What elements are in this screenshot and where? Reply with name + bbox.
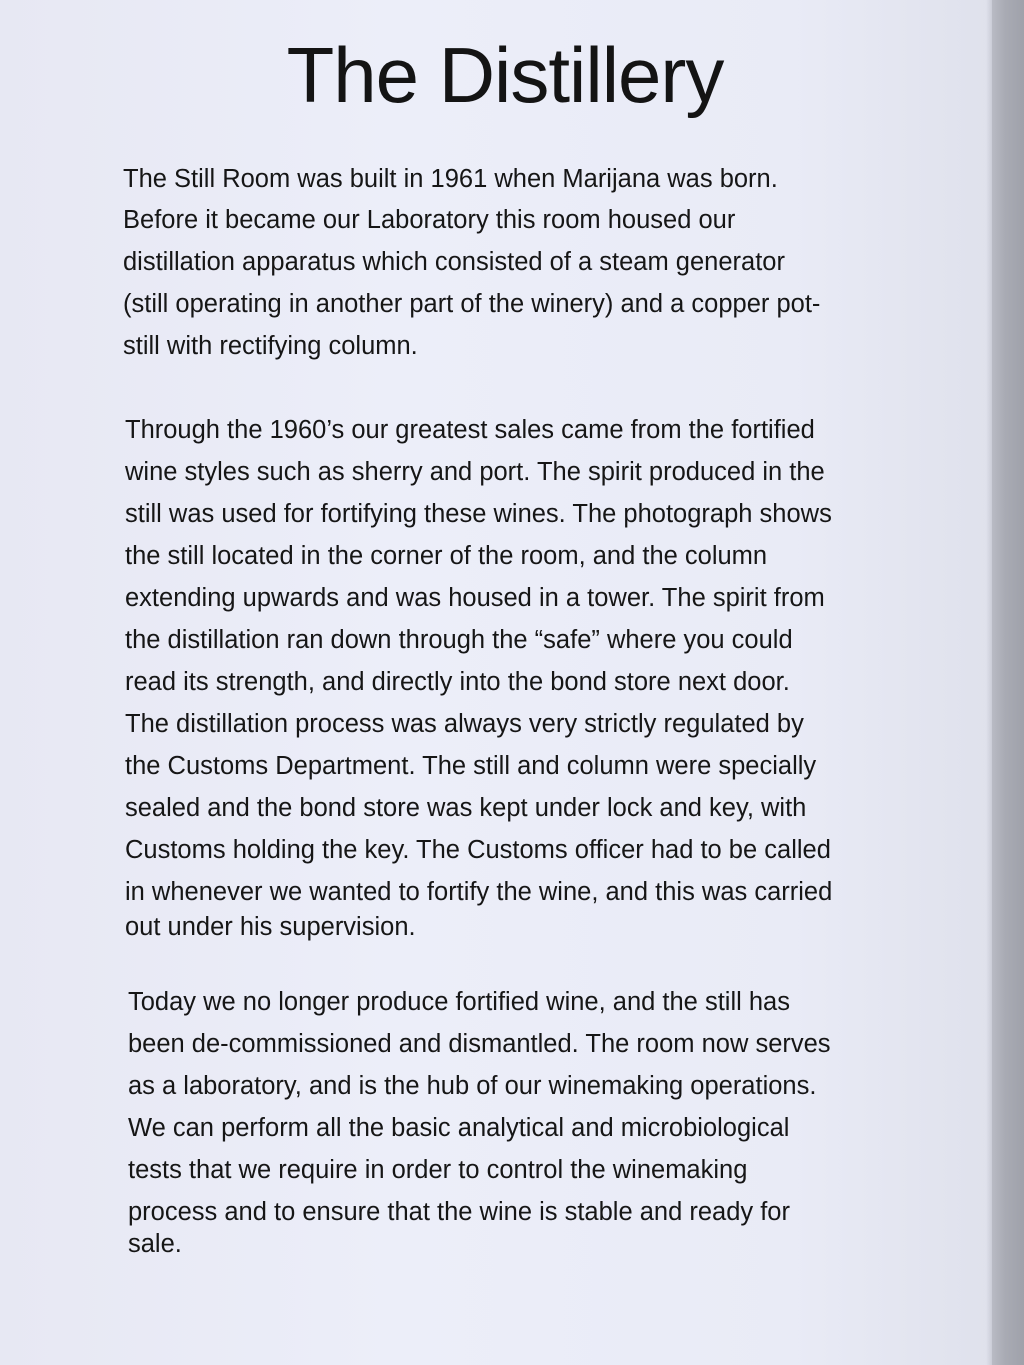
text-line: Before it became our Laboratory this room housed our	[123, 206, 736, 234]
text-line: read its strength, and directly into the bond store next door.	[125, 668, 790, 696]
text-line: sale.	[128, 1230, 182, 1258]
text-line: still was used for fortifying these wines. The photograph shows	[125, 500, 832, 528]
text-line: distillation apparatus which consisted of a steam generator	[123, 248, 785, 276]
text-line: (still operating in another part of the winery) and a copper pot-	[123, 290, 821, 318]
text-line: The distillation process was always very strictly regulated by	[125, 710, 804, 738]
text-line: Today we no longer produce fortified wine, and the still has	[128, 988, 790, 1016]
text-line: the still located in the corner of the room, and the column	[125, 542, 768, 570]
text-line: as a laboratory, and is the hub of our winemaking operations.	[128, 1072, 817, 1100]
text-line: wine styles such as sherry and port. The spirit produced in the	[125, 458, 825, 486]
text-line: sealed and the bond store was kept under lock and key, with	[125, 794, 807, 822]
text-line: been de-commissioned and dismantled. The room now serves	[128, 1030, 831, 1058]
text-line: extending upwards and was housed in a tower. The spirit from	[125, 584, 825, 612]
text-line: Customs holding the key. The Customs officer had to be called	[125, 836, 831, 864]
text-line: We can perform all the basic analytical and microbiological	[128, 1114, 790, 1142]
text-line: the Customs Department. The still and column were specially	[125, 752, 817, 780]
text-line: Through the 1960’s our greatest sales came from the fortified	[125, 416, 815, 444]
page-title: The Distillery	[286, 31, 724, 119]
text-line: tests that we require in order to control the winemaking	[128, 1156, 748, 1184]
text-line: The Still Room was built in 1961 when Marijana was born.	[123, 165, 778, 193]
text-line: out under his supervision.	[125, 913, 416, 941]
background-wall	[992, 0, 1024, 1365]
text-line: process and to ensure that the wine is stable and ready for	[128, 1198, 790, 1226]
text-line: still with rectifying column.	[123, 332, 418, 360]
text-line: in whenever we wanted to fortify the wine, and this was carried	[125, 878, 833, 906]
text-line: the distillation ran down through the “safe” where you could	[125, 626, 793, 654]
